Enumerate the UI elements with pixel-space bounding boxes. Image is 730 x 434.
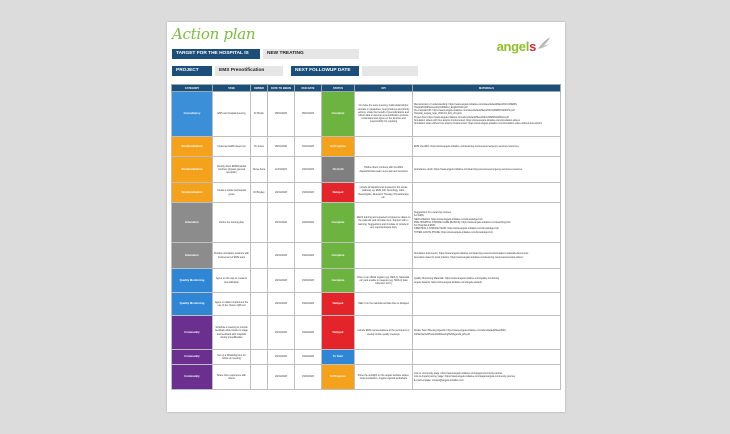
begin-date-cell: 20/01/2023 — [268, 293, 295, 316]
angels-logo — [497, 36, 551, 54]
owner-cell — [251, 269, 268, 293]
due-date-cell: 15/02/2023 — [295, 365, 322, 390]
task-cell: Implement EMS sheet tool — [213, 137, 251, 157]
status-badge: On Hold — [322, 157, 355, 183]
task-cell: Define the training plan — [213, 203, 251, 243]
materials-cell: EMS checklist: https://www.angels-initiative.com/learning-resources/emergency-services-resources — [413, 137, 561, 157]
begin-date-cell: 05/01/2023 — [268, 92, 295, 137]
logo-text: angels — [496, 39, 536, 54]
category-cell: Standardization — [172, 157, 213, 183]
column-header: TASK — [213, 85, 251, 92]
kpi-cell: Shine the spotlight on the angels website stories, local newsletters, Angels regional workshops — [355, 365, 413, 390]
column-header: STATUS — [322, 85, 355, 92]
kpi-cell: Match training and expected competence dates on the calendar and circulate via it. Support with e-learning. Suggestions and circulate to include in any regional Angels days — [355, 203, 413, 243]
wing-icon — [537, 36, 551, 50]
task-cell: Agree on data to implement the use of the chosen QM tool — [213, 293, 251, 316]
category-cell: Community — [172, 316, 213, 350]
status-badge: Delayed — [322, 316, 355, 350]
project-label: PROJECT — [172, 66, 212, 76]
kpi-cell: Drive to an official register (eg. RES-Q, Nationals, etc) and enable to measure (eg. 'RES-Q data collection form') — [355, 269, 413, 293]
kpi-cell: Include all departments involved in the stroke pathway eg. EMS, ED, Neurology, Labs, Neurologists, Research Therapy, Physiotherapy etc. — [355, 183, 413, 203]
due-date-cell: 05/01/2023 — [295, 92, 322, 137]
action-plan-table — [171, 84, 561, 390]
begin-date-cell: 20/01/2023 — [268, 243, 295, 269]
category-cell: Quality Monitoring — [172, 269, 213, 293]
column-header: DUE DATE — [295, 85, 322, 92]
project-row — [172, 66, 418, 76]
due-date-cell: 15/02/2023 — [295, 316, 322, 350]
status-badge: To Start — [322, 350, 355, 365]
category-cell: Consultancy — [172, 92, 213, 137]
table-row — [172, 316, 561, 350]
due-date-cell: 15/02/2023 — [295, 243, 322, 269]
column-header: CATEGORY — [172, 85, 213, 92]
materials-cell: Memorandum of understanding: https://www.angels-initiative.com/sites/default/files/2023-03/EMS-Hospital%20Partnership%20MoU_English%20.pdf Pre-hospital KPI: https://www.angels-initiative.com/sites/default/files/2023-03/EMS%20KPIs.pdf Hospital_angels_logo_2023.01_EN_v01.pptx Project flow: https://www.angels-initiative.com/sites/default/files/2023-03/EMS%20flow.pdf Simulation videos with bus actions implemented: https://www.angels-initiative.com/simulation-videos Simulation video without bus actions implemented: https://www.angels-initiative.com/simulation-video-without-bus-actions — [413, 92, 561, 137]
due-date-cell: 15/02/2023 — [295, 183, 322, 203]
begin-date-cell: 20/01/2023 — [268, 269, 295, 293]
target-label: TARGET FOR THE HOSPITAL IS — [172, 49, 260, 59]
category-cell: Community — [172, 350, 213, 365]
category-cell: Quality Monitoring — [172, 293, 213, 316]
target-value: NEW TREATING — [263, 49, 359, 59]
category-cell: Education — [172, 243, 213, 269]
task-cell: Agree on the way to measure prenotification — [213, 269, 251, 293]
task-cell: Schedule a meeting to provide feedback about stroke to stage and feedback with hospitals during prenotification — [213, 316, 251, 350]
owner-cell: Dr Bingley — [251, 183, 268, 203]
materials-cell — [413, 293, 561, 316]
column-header: KPI — [355, 85, 413, 92]
table-row — [172, 137, 561, 157]
status-badge: Complete — [322, 269, 355, 293]
due-date-cell: 15/02/2023 — [295, 203, 322, 243]
begin-date-cell: 20/01/2023 — [268, 316, 295, 350]
materials-cell: Suggestions for e-learning courses: For EMS: NEW ANGELS: https://www.angels-initiative.com/knowledge-hub PRE-HOSPITAL STROKE CARE (BASICS): https://www.angels-initiative.com/teaching-hub For Hospital & EMS: CREATING A STROKE TEAM: https://www.angels-initiative.com/knowledge-hub HYPER-ACUTE PHASE: https://www.angels-initiative.com/knowledge-hub — [413, 203, 561, 243]
category-cell: Education — [172, 203, 213, 243]
kpi-cell — [355, 350, 413, 365]
materials-cell: Ambulance cards: https://www.angels-initiative.com/learning-resources/emergency-services-resources — [413, 157, 561, 183]
status-badge: In Progress — [322, 137, 355, 157]
owner-cell: Nurse Anne — [251, 157, 268, 183]
table-row — [172, 183, 561, 203]
table-row — [172, 269, 561, 293]
followup-value — [362, 66, 418, 76]
table-row — [172, 293, 561, 316]
followup-label: NEXT FOLLOWUP DATE — [291, 66, 359, 76]
begin-date-cell: 11/01/2023 — [268, 157, 295, 183]
task-cell: Set up a WhatsApp line for follow up meeting — [213, 350, 251, 365]
kpi-cell: You have the team meeting, build relationships, educate on guidelines, best practices and priority actions, share the benefit of prenotifications and collect data to develop a prenotification process, understand and agree on the timeline and responsibility for reporting — [355, 92, 413, 137]
due-date-cell: 15/01/2023 — [295, 157, 322, 183]
materials-cell: Quality Monitoring Materials: https://www.angels-initiative.com/quality-monitoring Angels Awards: https://www.angels-initiative.com/angels-awards — [413, 269, 561, 293]
materials-cell: Stroke Team Meeting Agenda: https://www.angels-initiative.com/sites/default/files/2024-03/Stroke%20Team%20Meeting%20Agenda_EN.pdf — [413, 316, 561, 350]
action-plan-sheet — [167, 22, 565, 412]
due-date-cell: 10/01/2023 — [295, 137, 322, 157]
status-badge: Complete — [322, 203, 355, 243]
status-badge: In Progress — [322, 365, 355, 390]
materials-cell: Link to community page: https://www.angels-initiative.com/pages/community-stories Link to Angels journey page: https://www.angels-initiative.com/pages/angels-community-journey E-mail template: contact@angels-initiative.com — [413, 365, 561, 390]
due-date-cell: 15/02/2023 — [295, 350, 322, 365]
kpi-cell: Mark it on the calendar as Date Due to Delayed — [355, 293, 413, 316]
task-cell: Identify direct EMS/hospital numbers (bypass general reception) — [213, 157, 251, 183]
category-cell: Community — [172, 365, 213, 390]
kpi-cell — [355, 243, 413, 269]
column-header: DATE TO BEGIN — [268, 85, 295, 92]
begin-date-cell: 20/01/2023 — [268, 350, 295, 365]
owner-cell — [251, 365, 268, 390]
owner-cell — [251, 293, 268, 316]
task-cell: EMS and hospital meeting — [213, 92, 251, 137]
status-badge: Delayed — [322, 183, 355, 203]
task-cell: Create a stroke prehospital group — [213, 183, 251, 203]
owner-cell — [251, 350, 268, 365]
column-header: OWNER — [251, 85, 268, 92]
table-row — [172, 365, 561, 390]
owner-cell — [251, 243, 268, 269]
table-row — [172, 92, 561, 137]
kpi-cell: Hotline direct numbers with the EMS dispatch/stroke team nurse ask and recorded — [355, 157, 413, 183]
table-row — [172, 243, 561, 269]
table-row — [172, 157, 561, 183]
due-date-cell: 15/02/2023 — [295, 293, 322, 316]
column-header: MATERIALS — [413, 85, 561, 92]
owner-cell — [251, 203, 268, 243]
status-badge: Delayed — [322, 293, 355, 316]
begin-date-cell: 20/01/2023 — [268, 203, 295, 243]
page-title: Action plan — [172, 25, 256, 43]
category-cell: Standardization — [172, 183, 213, 203]
task-cell: Share their experience with others — [213, 365, 251, 390]
due-date-cell: 15/02/2023 — [295, 269, 322, 293]
begin-date-cell: 05/01/2023 — [268, 137, 295, 157]
task-cell: Practice simulation sessions with involvement of EMS team — [213, 243, 251, 269]
status-badge: Complete — [322, 243, 355, 269]
begin-date-cell: 20/01/2023 — [268, 183, 295, 203]
table-row — [172, 203, 561, 243]
materials-cell — [413, 183, 561, 203]
owner-cell: Dr Brown — [251, 92, 268, 137]
target-row — [172, 49, 359, 59]
status-badge: Complete — [322, 92, 355, 137]
table-row — [172, 350, 561, 365]
category-cell: Standardization — [172, 137, 213, 157]
owner-cell: Dr Jones — [251, 137, 268, 157]
begin-date-cell: 20/01/2023 — [268, 365, 295, 390]
kpi-cell: Include EMS representatives at the permanent or weekly stroke quality meetings — [355, 316, 413, 350]
materials-cell: Simulation documents: https://www.angels-initiative.com/learning-resources/simulation-materials-documents Scenarios video for local practice: https://www.angels-initiative.com/learning-resources/scenario-videos — [413, 243, 561, 269]
kpi-cell — [355, 137, 413, 157]
materials-cell — [413, 350, 561, 365]
owner-cell — [251, 316, 268, 350]
project-value: EMS Prenotification — [215, 66, 283, 76]
table-header-row — [172, 85, 561, 92]
